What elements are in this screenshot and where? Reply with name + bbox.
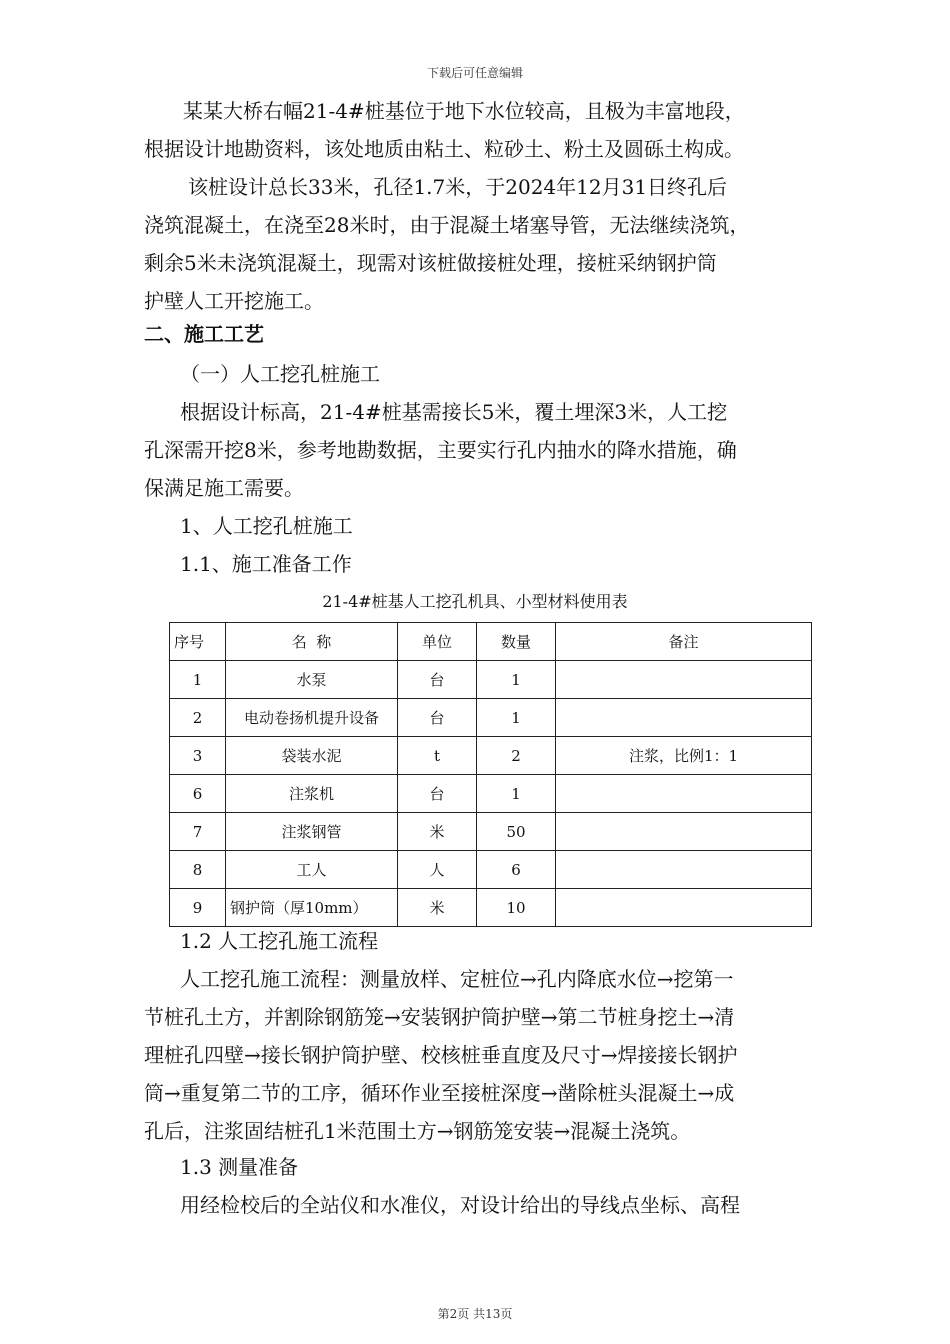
table-cell: 1 (477, 661, 556, 699)
table-row (170, 851, 812, 889)
table-cell: 6 (477, 851, 556, 889)
paragraph-line: 剩余5米未浇筑混凝土，现需对该桩做接桩处理，接桩采纳钢护筒 (144, 251, 717, 275)
paragraph-line: 筒→重复第二节的工序，循环作业至接桩深度→凿除桩头混凝土→成 (144, 1081, 735, 1105)
page-header: 下载后可任意编辑 (426, 66, 523, 80)
paragraph-line: 该桩设计总长33米，孔径1.7米，于2024年12月31日终孔后 (188, 175, 728, 199)
paragraph-line: 某某大桥右幅21-4#桩基位于地下水位较高，且极为丰富地段， (183, 99, 745, 123)
table-cell: 米 (398, 889, 477, 927)
table-row (170, 813, 812, 851)
table-cell: 9 (170, 889, 226, 927)
table-cell: 2 (170, 699, 226, 737)
table-cell: 台 (398, 661, 477, 699)
header-cell: 单位 (398, 623, 477, 661)
table-cell (556, 851, 812, 889)
table-cell: 人 (398, 851, 477, 889)
table-cell: 台 (398, 699, 477, 737)
paragraph-line: 保满足施工需要。 (144, 476, 304, 500)
heading-1-3: 1.3 测量准备 (180, 1155, 299, 1179)
table-cell (556, 775, 812, 813)
paragraph-line: 浇筑混凝土，在浇至28米时，由于混凝土堵塞导管，无法继续浇筑， (144, 213, 750, 237)
table-cell: 50 (477, 813, 556, 851)
paragraph-line: 理桩孔四壁→接长钢护筒护壁、校核桩垂直度及尺寸→焊接接长钢护 (144, 1043, 738, 1067)
table-cell: 7 (170, 813, 226, 851)
paragraph-line: 孔深需开挖8米，参考地勘数据，主要实行孔内抽水的降水措施，确 (144, 438, 737, 462)
table-cell (556, 699, 812, 737)
heading-1-2: 1.2 人工挖孔施工流程 (180, 929, 379, 953)
table-cell: 8 (170, 851, 226, 889)
paragraph-line: 根据设计地勘资料，该处地质由粘土、粒砂土、粉土及圆砾土构成。 (144, 137, 744, 161)
paragraph-line: 用经检校后的全站仪和水准仪，对设计给出的导线点坐标、高程 (180, 1193, 740, 1217)
table-cell: t (398, 737, 477, 775)
subsection-heading: （一）人工挖孔桩施工 (180, 362, 380, 386)
table-cell: 1 (170, 661, 226, 699)
table-cell: 2 (477, 737, 556, 775)
paragraph-line: 人工挖孔施工流程：测量放样、定桩位→孔内降底水位→挖第一 (180, 967, 734, 991)
table-cell: 袋装水泥 (226, 737, 398, 775)
table-header-row (170, 623, 812, 661)
paragraph-line: 孔后，注浆固结桩孔1米范围土方→钢筋笼安装→混凝土浇筑。 (144, 1119, 691, 1143)
table-row (170, 775, 812, 813)
table-cell: 注浆钢管 (226, 813, 398, 851)
table-row (170, 699, 812, 737)
table-cell: 3 (170, 737, 226, 775)
paragraph-line: 根据设计标高，21-4#桩基需接长5米，覆土埋深3米，人工挖 (180, 400, 728, 424)
table-cell: 1 (477, 775, 556, 813)
header-cell: 序号 (170, 623, 226, 661)
header-cell: 备注 (556, 623, 812, 661)
heading-1-1: 1.1、施工准备工作 (180, 552, 352, 576)
heading-1: 1、人工挖孔桩施工 (180, 514, 353, 538)
table-cell: 钢护筒（厚10mm） (226, 889, 398, 927)
table-cell: 米 (398, 813, 477, 851)
table-caption: 21-4#桩基人工挖孔机具、小型材料使用表 (322, 592, 628, 611)
page-footer: 第2页 共13页 (437, 1307, 513, 1321)
table-cell: 注浆，比例1：1 (556, 737, 812, 775)
table-row (170, 737, 812, 775)
materials-table (169, 622, 812, 927)
table-cell (556, 813, 812, 851)
table-row (170, 889, 812, 927)
section-heading: 二、施工工艺 (144, 322, 264, 346)
table-cell (556, 661, 812, 699)
table-cell: 10 (477, 889, 556, 927)
header-cell: 数量 (477, 623, 556, 661)
header-cell: 名 称 (226, 623, 398, 661)
paragraph-line: 节桩孔土方，并割除钢筋笼→安装钢护筒护壁→第二节桩身挖土→清 (144, 1005, 735, 1029)
table-cell: 水泵 (226, 661, 398, 699)
table-cell (556, 889, 812, 927)
table-cell: 工人 (226, 851, 398, 889)
table-cell: 1 (477, 699, 556, 737)
paragraph-line: 护壁人工开挖施工。 (144, 289, 324, 313)
table-cell: 6 (170, 775, 226, 813)
table-row (170, 661, 812, 699)
table-cell: 注浆机 (226, 775, 398, 813)
table-cell: 电动卷扬机提升设备 (226, 699, 398, 737)
table-cell: 台 (398, 775, 477, 813)
